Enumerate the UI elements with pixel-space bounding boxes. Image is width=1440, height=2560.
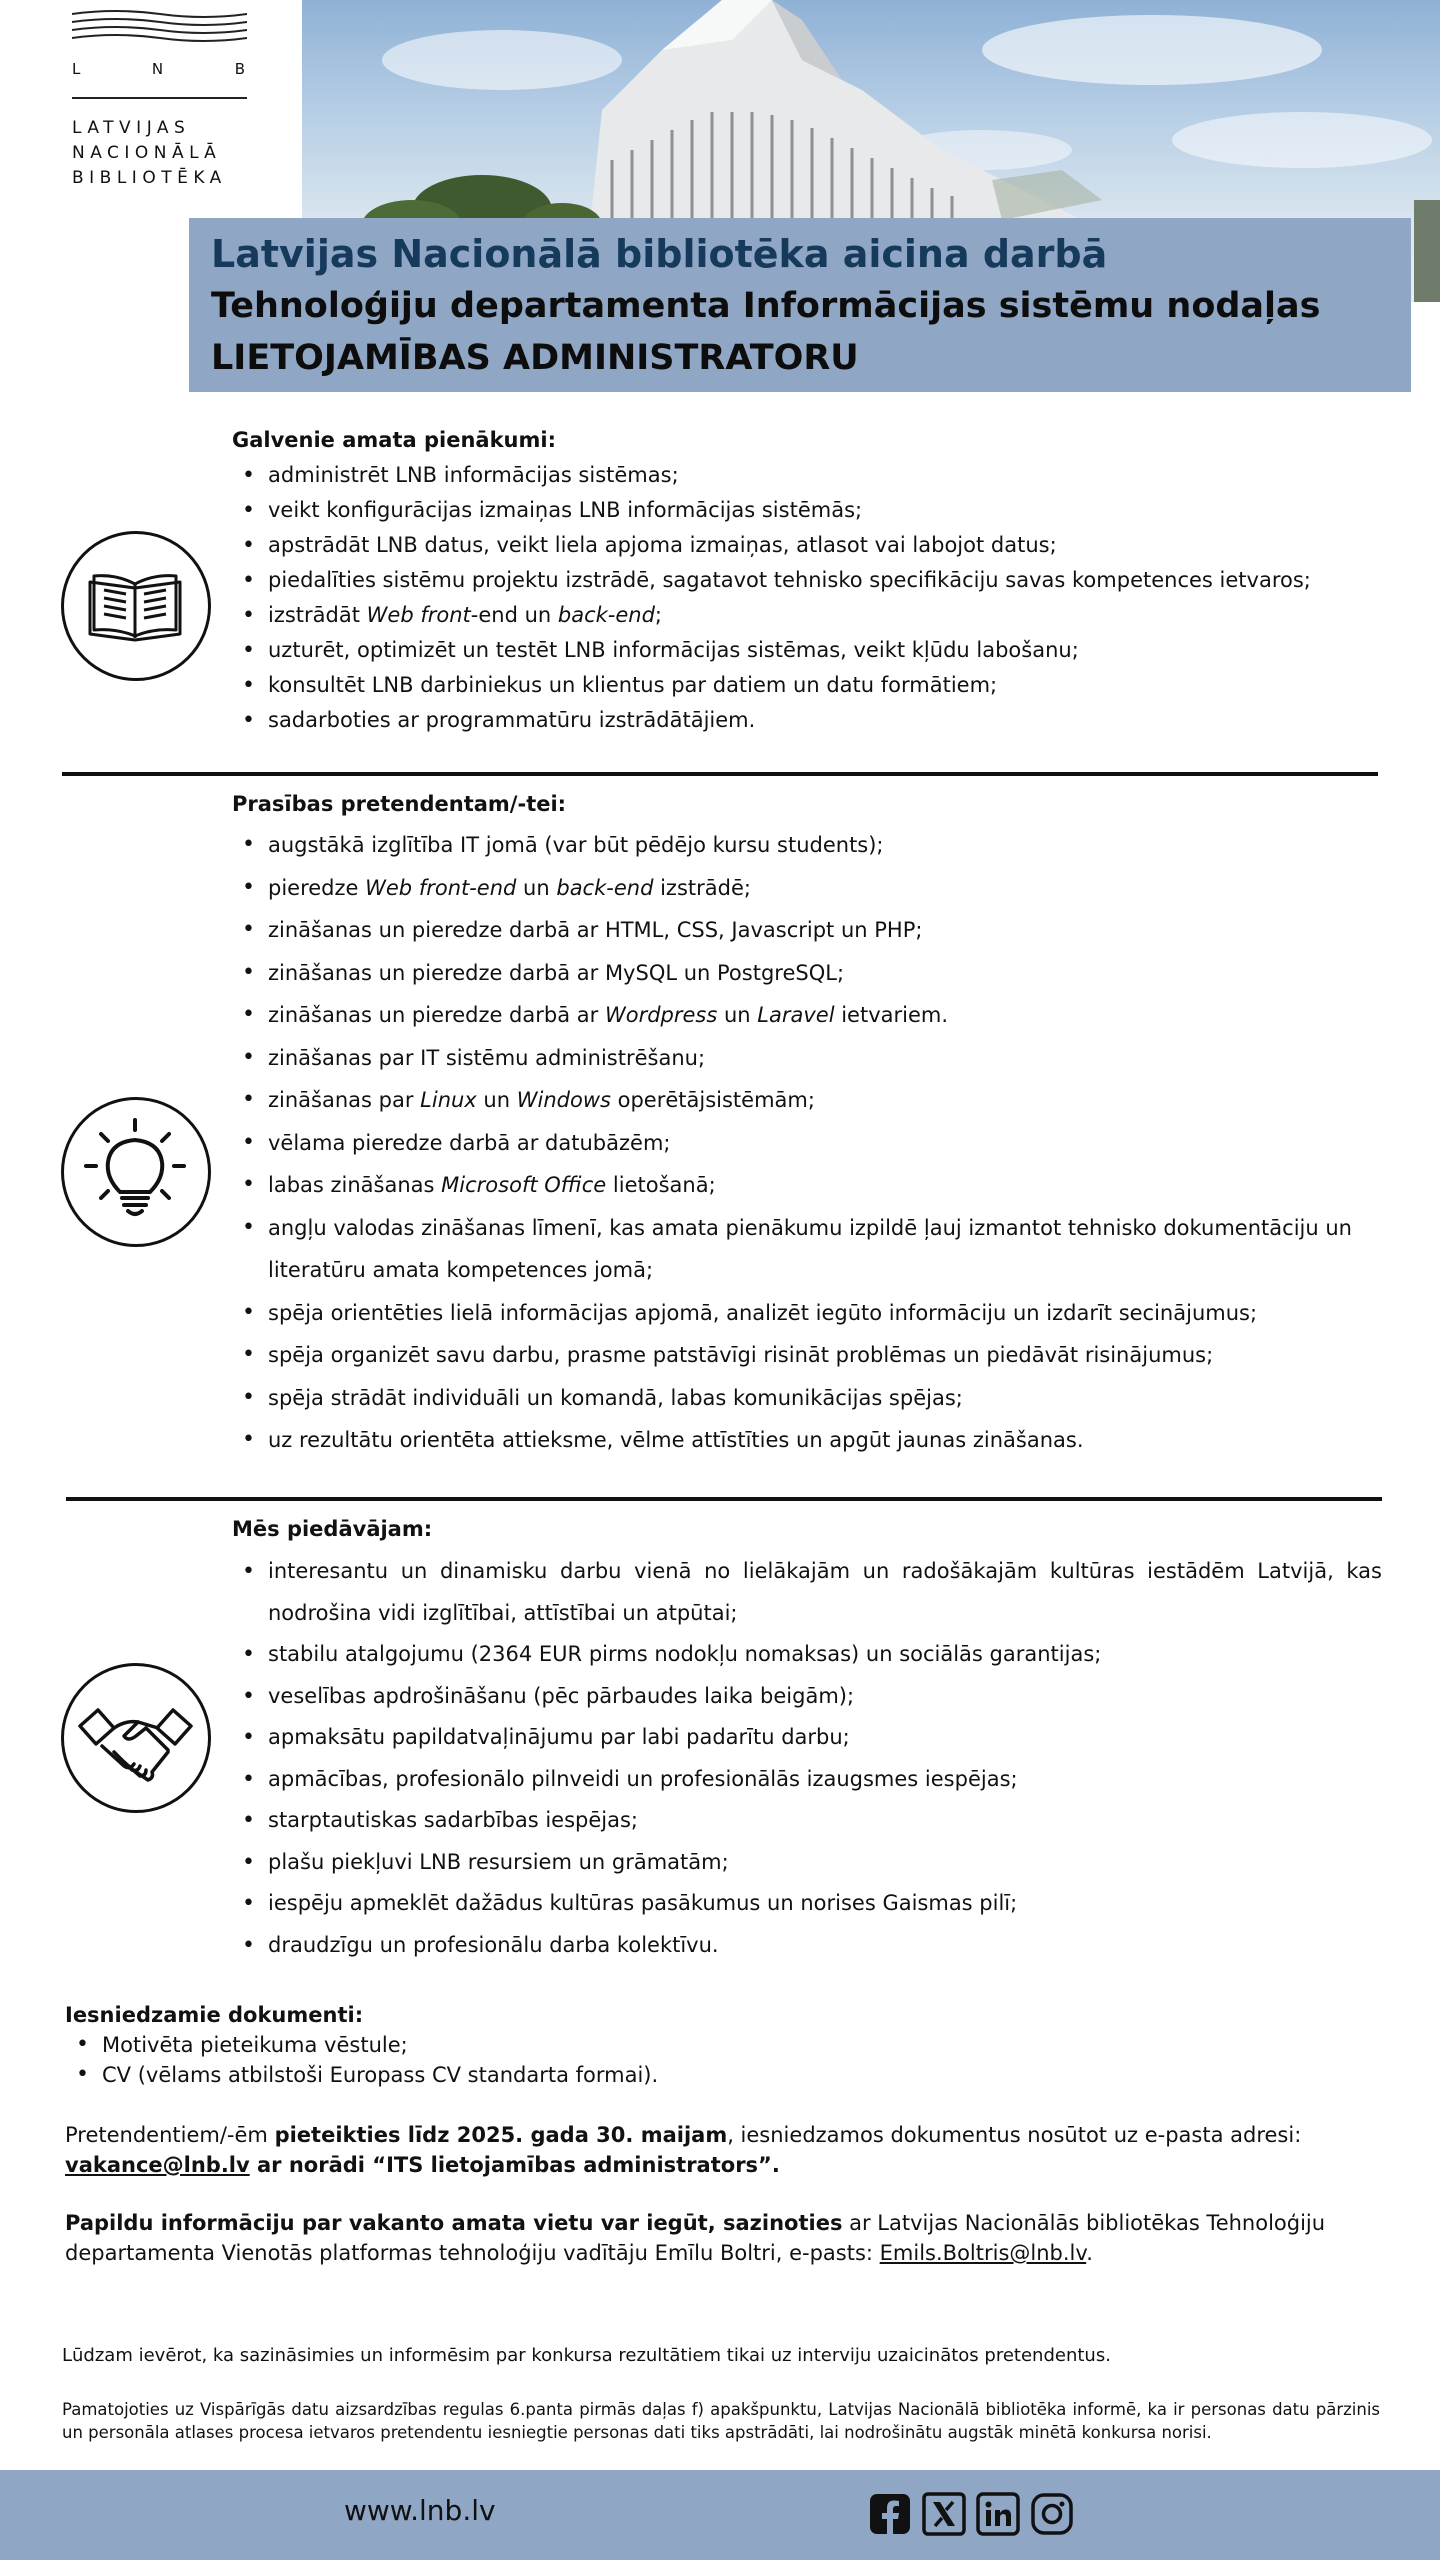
section-divider [62,772,1378,776]
title-banner [189,218,1411,392]
list-item: • plašu piekļuvi LNB resursiem un grāmatām; [232,1842,1382,1884]
list-item: • veikt konfigurācijas izmaiņas LNB informācijas sistēmās; [232,493,1382,528]
documents-heading: Iesniedzamie dokumenti: [65,2003,364,2027]
list-item: • izstrādāt Web front-end un back-end; [232,598,1382,633]
list-item: • zināšanas un pieredze darbā ar Wordpress un Laravel ietvariem. [232,994,1382,1037]
page-subtitle: Tehnoloģiju departamenta Informācijas sistēmu nodaļas [211,286,1321,326]
list-item: • spēja orientēties lielā informācijas apjomā, analizēt iegūto informāciju un izdarīt secinājumus; [232,1292,1382,1335]
logo-name-line: BIBLIOTĒKA [72,168,227,188]
list-item: • apmācības, profesionālo pilnveidi un profesionālās izaugsmes iespējas; [232,1759,1382,1801]
page-title: Latvijas Nacionālā bibliotēka aicina darbā [211,232,1108,276]
list-item: • sadarboties ar programmatūru izstrādātājiem. [232,703,1382,738]
logo-waves-icon [72,8,247,48]
documents-list [66,2030,658,2090]
list-item: • uzturēt, optimizēt un testēt LNB informācijas sistēmas, veikt kļūdu labošanu; [232,633,1382,668]
logo-name [72,116,252,191]
list-item: • interesantu un dinamisku darbu vienā no lielākajām un radošākajām kultūras iestādēm Latvijā, kas nodrošina vidi izglītībai, attīstībai un atpūtai; [232,1551,1382,1634]
list-item: • administrēt LNB informācijas sistēmas; [232,458,1382,493]
application-note: ar norādi “ITS lietojamības administrators”. [249,2153,780,2177]
x-icon[interactable] [922,2492,966,2536]
list-item: • draudzīgu un profesionālu darba kolektīvu. [232,1925,1382,1967]
application-deadline: pieteikties līdz 2025. gada 30. maijam [274,2123,728,2147]
lnb-logo [0,0,302,218]
list-item: • stabilu atalgojumu (2364 EUR pirms nodokļu nomaksas) un sociālās garantijas; [232,1634,1382,1676]
logo-initial-b: B [234,60,247,78]
list-item: • zināšanas par Linux un Windows operētājsistēmām; [232,1079,1382,1122]
logo-initial-l: L [72,60,83,78]
offer-heading: Mēs piedāvājam: [232,1517,433,1541]
requirements-heading: Prasības pretendentam/-tei: [232,792,567,816]
duties-heading: Galvenie amata pienākumi: [232,428,556,452]
contact-email-link[interactable]: Emils.Boltris@lnb.lv [879,2241,1087,2265]
list-item: • vēlama pieredze darbā ar datubāzēm; [232,1122,1382,1165]
list-item: • konsultēt LNB darbiniekus un klientus par datiem un datu formātiem; [232,668,1382,703]
instagram-icon[interactable] [1030,2492,1074,2536]
offer-list [232,1551,1382,1966]
application-paragraph [65,2120,1385,2180]
linkedin-icon[interactable] [976,2492,1020,2536]
website-link[interactable]: www.lnb.lv [344,2494,496,2527]
list-item: • starptautiskas sadarbības iespējas; [232,1800,1382,1842]
list-item: • uz rezultātu orientēta attieksme, vēlme attīstīties un apgūt jaunas zināšanas. [232,1419,1382,1462]
list-item: • zināšanas un pieredze darbā ar HTML, CSS, Javascript un PHP; [232,909,1382,952]
handshake-icon [61,1663,211,1813]
list-item: • pieredze Web front-end un back-end izstrādē; [232,867,1382,910]
list-item: • spēja organizēt savu darbu, prasme patstāvīgi risināt problēmas un piedāvāt risinājumus; [232,1334,1382,1377]
contact-note: Lūdzam ievērot, ka sazināsimies un informēsim par konkursa rezultātiem tikai uz interviju uzaicinātos pretendentus. [62,2345,1111,2366]
section-divider [66,1497,1382,1501]
duties-list [232,458,1382,738]
logo-name-line: NACIONĀLĀ [72,143,222,163]
logo-initial-n: N [151,60,166,78]
facebook-icon[interactable] [868,2492,912,2536]
application-text: Pretendentiem/-ēm [65,2123,275,2147]
list-item: • zināšanas un pieredze darbā ar MySQL un PostgreSQL; [232,952,1382,995]
position-title: LIETOJAMĪBAS ADMINISTRATORU [211,338,859,378]
list-item: • labas zināšanas Microsoft Office lietošanā; [232,1164,1382,1207]
application-text: , iesniedzamos dokumentus nosūtot uz e-pasta adresi: [727,2123,1302,2147]
contact-paragraph: Papildu informāciju par vakanto amata vietu var iegūt, sazinoties ar Latvijas Nacionālās bibliotēkas Tehnoloģiju departamenta Vienotās platformas tehnoloģiju vadītāju Emīlu Boltri, e-pasts: Emils.Boltris@lnb.lv. [65,2211,1326,2265]
list-item: • spēja strādāt individuāli un komandā, labas komunikācijas spējas; [232,1377,1382,1420]
list-item: • veselības apdrošināšanu (pēc pārbaudes laika beigām); [232,1676,1382,1718]
gdpr-notice: Pamatojoties uz Vispārīgās datu aizsardzības regulas 6.panta pirmās daļas f) apakšpunktu, Latvijas Nacionālā bibliotēka informē, ka ir personas datu pārzinis un personāla atlases procesa ietvaros pretendentu iesniegtie personas dati tiks apstrādāti, lai nodrošinātu augstāk minētā konkursa norisi. [62,2400,1380,2442]
contact-text: ar Latvijas Nacionālās bibliotēkas Tehnoloģiju departamenta Vienotās platformas tehnoloģiju vadītāju Emīlu Boltri, e-pasts: [65,2211,1326,2265]
list-item: • piedalīties sistēmu projektu izstrādē, sagatavot tehnisko specifikāciju savas kompetences ietvaros; [232,563,1382,598]
list-item: • CV (vēlams atbilstoši Europass CV standarta formai). [66,2060,658,2090]
list-item: • apmaksātu papildatvaļinājumu par labi padarītu darbu; [232,1717,1382,1759]
list-item: • Motivēta pieteikuma vēstule; [66,2030,658,2060]
list-item: • apstrādāt LNB datus, veikt liela apjoma izmaiņas, atlasot vai labojot datus; [232,528,1382,563]
application-email-link[interactable]: vakance@lnb.lv [65,2153,250,2177]
list-item: • iespēju apmeklēt dažādus kultūras pasākumus un norises Gaismas pilī; [232,1883,1382,1925]
logo-initials [72,60,247,78]
contact-bold-text: Papildu informāciju par vakanto amata vietu var iegūt, sazinoties [65,2211,843,2235]
logo-name-line: LATVIJAS [72,118,191,138]
list-item: • zināšanas par IT sistēmu administrēšanu; [232,1037,1382,1080]
list-item: • angļu valodas zināšanas līmenī, kas amata pienākumu izpildē ļauj izmantot tehnisko dokumentāciju un literatūru amata kompetences jomā; [232,1207,1382,1292]
footer [0,2470,1440,2560]
book-icon [61,531,211,681]
logo-divider [72,97,247,99]
lightbulb-icon [61,1097,211,1247]
list-item: • augstākā izglītība IT jomā (var būt pēdējo kursu students); [232,824,1382,867]
requirements-list [232,824,1382,1462]
